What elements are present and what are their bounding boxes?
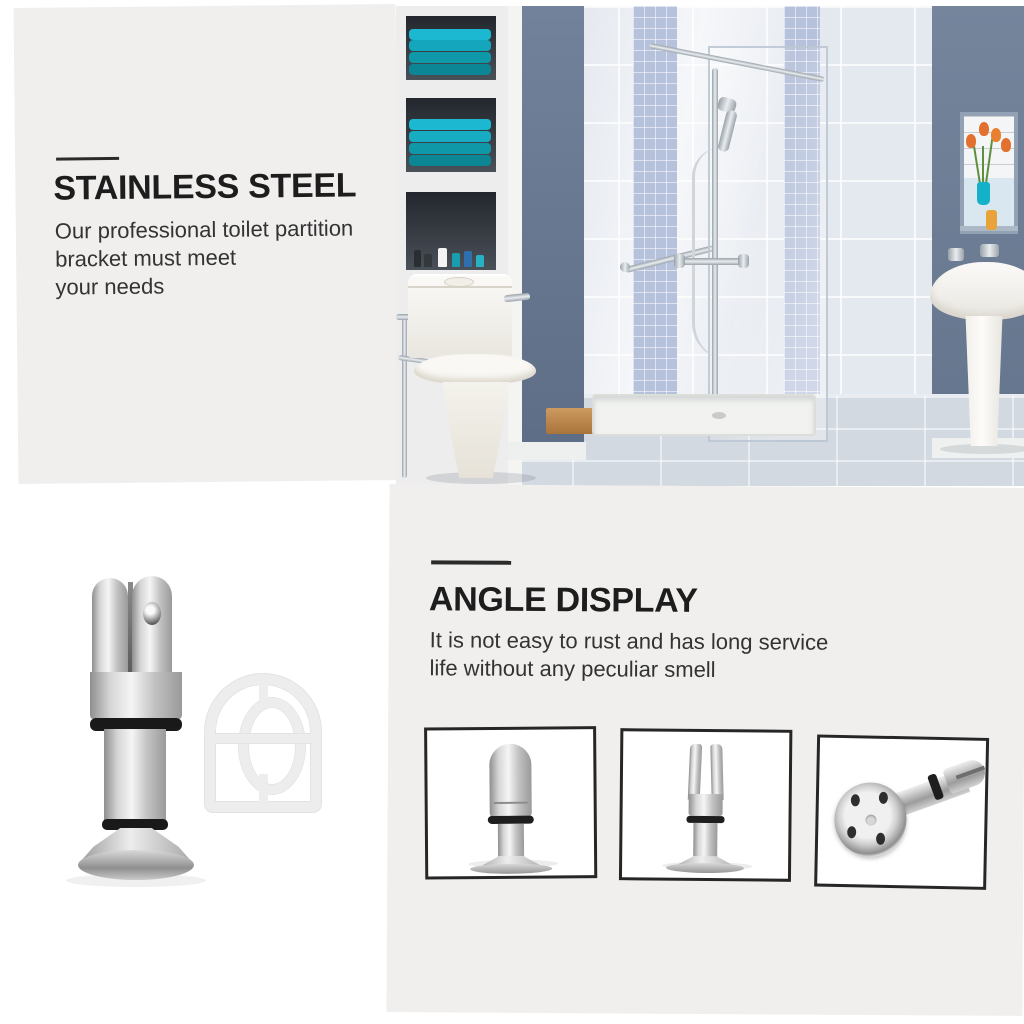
tulip-flower [979, 122, 989, 136]
valve-knob [738, 254, 749, 268]
fork-prong-right [710, 744, 723, 800]
grab-rail [402, 318, 407, 478]
sink-tap [948, 248, 964, 261]
toilet-cistern [408, 274, 512, 358]
toiletry-bottle [438, 248, 447, 267]
gasket-rib [259, 774, 268, 802]
section-dash [56, 157, 119, 161]
leg-dome-cap [489, 744, 532, 818]
gasket-crossbar [215, 734, 311, 743]
mosaic-tile-stripe [633, 6, 677, 396]
text-line: your needs [55, 273, 165, 300]
shower-riser-rail [712, 68, 718, 436]
base-foot [470, 863, 552, 874]
towel [409, 143, 491, 154]
tulip-flower [991, 128, 1001, 142]
text-line: bracket must meet [55, 244, 237, 272]
thumbnail-fork-view [619, 728, 792, 882]
toiletry-bottle [464, 251, 472, 267]
towel [409, 52, 491, 63]
towel-niche [406, 16, 496, 80]
towel [409, 119, 491, 130]
o-ring [488, 816, 534, 824]
leg-collar [689, 794, 723, 816]
center-hub [865, 814, 876, 825]
shower-tray [592, 394, 816, 436]
towel [409, 155, 491, 166]
towel [409, 131, 491, 142]
gasket-rib [259, 684, 268, 700]
skirting-board [508, 442, 586, 460]
angle-display-title: ANGLE DISPLAY [428, 580, 698, 620]
towel [409, 64, 491, 75]
text-line: life without any peculiar smell [429, 655, 716, 683]
stainless-steel-text [55, 214, 354, 301]
stainless-steel-panel [14, 4, 401, 484]
shower-valve [679, 258, 743, 265]
towel-niche [406, 98, 496, 172]
screw-hole [879, 792, 888, 804]
main-product-photo [60, 556, 370, 906]
flower-stem [982, 146, 984, 186]
toiletry-bottle [414, 250, 421, 267]
sink-tap [980, 244, 999, 257]
screw-hole [876, 833, 885, 845]
toiletry-bottle [476, 255, 484, 267]
toilet-seat [414, 354, 536, 384]
toiletry-bottle [424, 254, 432, 267]
screw-hole [847, 826, 856, 838]
valve-knob [674, 254, 685, 268]
gasket-illustration [205, 674, 321, 812]
cap-notch [494, 802, 528, 804]
leg-column [104, 729, 166, 821]
flower-vase [977, 182, 990, 205]
pivot-hole [143, 602, 161, 625]
screw-hole [851, 794, 860, 806]
base-foot [666, 863, 744, 874]
gasket-oval-cutout [239, 698, 305, 794]
wall-divider [508, 6, 522, 486]
support-leg-illustration [78, 576, 194, 882]
orange-bottle [986, 210, 997, 230]
leg-collar [90, 672, 182, 720]
shower-drain [712, 412, 726, 419]
section-dash [431, 560, 511, 564]
base-disc [834, 782, 907, 857]
stainless-steel-title: STAINLESS STEEL [53, 166, 357, 208]
shower-hose [692, 148, 729, 360]
fork-prong-left [688, 744, 702, 800]
angle-display-text [429, 626, 828, 684]
flush-button [444, 277, 474, 287]
angle-display-panel [386, 484, 1024, 1016]
text-line: Our professional toilet partition [54, 215, 354, 244]
thumbnail-side-view [424, 726, 597, 879]
toiletries-niche [406, 192, 496, 270]
grab-bar-flange [620, 262, 630, 272]
tulip-flower [966, 134, 976, 148]
bathroom-photo [396, 6, 1024, 486]
text-line: It is not easy to rust and has long service [429, 627, 829, 655]
thumbnail-angled-view [814, 734, 989, 889]
toiletry-bottle [452, 253, 460, 267]
tulip-flower [1001, 138, 1011, 152]
towel [409, 29, 491, 40]
towel [409, 40, 491, 51]
base-foot [78, 850, 194, 880]
